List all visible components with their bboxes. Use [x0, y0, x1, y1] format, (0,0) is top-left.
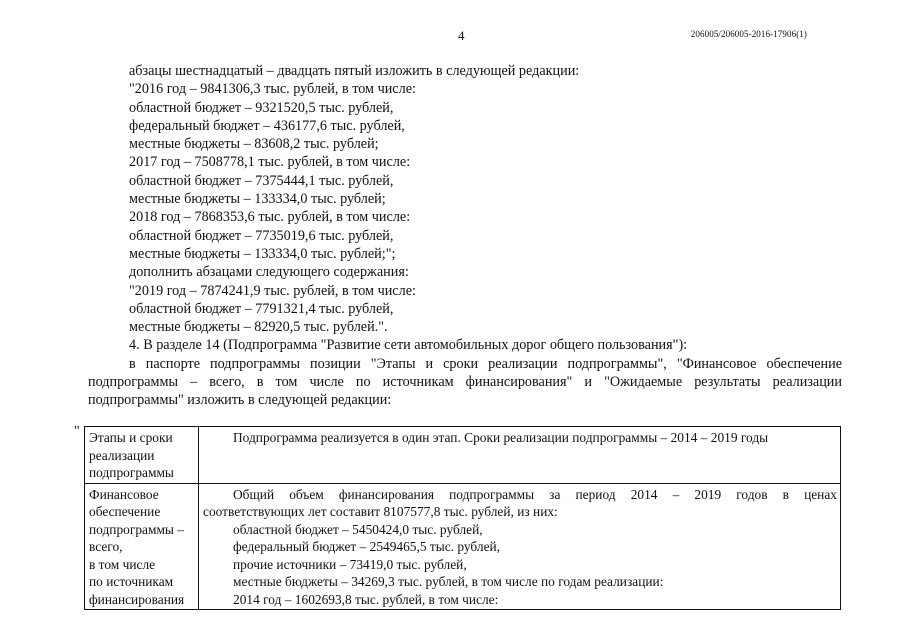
passport-table: [84, 426, 841, 610]
paragraph-line: "2019 год – 7874241,9 тыс. рублей, в том числе:: [129, 282, 416, 299]
passport-paragraph-line: подпрограммы" изложить в следующей редакции:: [88, 392, 392, 409]
table-content-cell: [199, 427, 841, 484]
content-line: областной бюджет – 5450424,0 тыс. рублей,: [233, 521, 483, 537]
label-line: финансирования: [89, 591, 185, 607]
table-label-cell: [85, 427, 199, 484]
content-line: федеральный бюджет – 2549465,5 тыс. рублей,: [233, 539, 501, 554]
label-line: подпрограммы –: [89, 521, 184, 537]
content-line: Общий объем финансирования подпрограммы за период 2014 – 2019 годов в ценах: [233, 486, 837, 502]
paragraph-line: 2017 год – 7508778,1 тыс. рублей, в том числе:: [129, 154, 411, 171]
paragraph-line: местные бюджеты – 83608,2 тыс. рублей;: [129, 136, 379, 153]
table-label-cell: [85, 483, 199, 610]
content-line: местные бюджеты – 34269,3 тыс. рублей, в том числе по годам реализации:: [233, 574, 664, 589]
label-line: в том числе: [89, 556, 156, 572]
label-line: обеспечение: [89, 504, 161, 519]
table-open-quote: ": [74, 424, 80, 439]
document-code: 206005/206005-2016-17906(1): [690, 29, 807, 39]
table-row-stages: [85, 427, 841, 484]
label-line: всего,: [89, 539, 123, 554]
content-line: соответствующих лет составит 8107577,8 тыс. рублей, из них:: [203, 504, 558, 519]
paragraph-line: абзацы шестнадцатый – двадцать пятый изложить в следующей редакции:: [129, 63, 580, 79]
content-line: Подпрограмма реализуется в один этап. Сроки реализации подпрограммы – 2014 – 2019 годы: [233, 430, 769, 445]
section-heading-line: 4. В разделе 14 (Подпрограмма "Развитие сети автомобильных дорог общего пользования"):: [129, 337, 688, 354]
paragraph-line: областной бюджет – 7791321,4 тыс. рублей,: [129, 300, 394, 317]
paragraph-line: "2016 год – 9841306,3 тыс. рублей, в том числе:: [129, 81, 416, 98]
paragraph-line: федеральный бюджет – 436177,6 тыс. рублей,: [129, 117, 405, 134]
paragraph-line: областной бюджет – 7735019,6 тыс. рублей,: [129, 227, 394, 244]
label-line: по источникам: [89, 574, 174, 589]
content-line: 2014 год – 1602693,8 тыс. рублей, в том числе:: [233, 591, 499, 607]
paragraph-line: дополнить абзацами следующего содержания:: [129, 264, 409, 281]
content-line: прочие источники – 73419,0 тыс. рублей,: [233, 556, 467, 572]
table-row-financing: [85, 483, 841, 610]
paragraph-line: областной бюджет – 9321520,5 тыс. рублей,: [129, 99, 394, 116]
passport-paragraph-line: в паспорте подпрограммы позиции "Этапы и сроки реализации подпрограммы", "Финансовое обеспечение: [129, 355, 842, 372]
table-content-cell: [199, 483, 841, 610]
label-line: реализации: [89, 447, 155, 463]
paragraph-line: местные бюджеты – 133334,0 тыс. рублей;";: [129, 245, 396, 262]
page-number: 4: [458, 28, 465, 43]
label-line: подпрограммы: [89, 465, 174, 480]
paragraph-line: областной бюджет – 7375444,1 тыс. рублей,: [129, 172, 394, 189]
document-body: [88, 62, 842, 410]
paragraph-line: местные бюджеты – 133334,0 тыс. рублей;: [129, 191, 386, 208]
label-line: Этапы и сроки: [89, 430, 173, 445]
paragraph-line: местные бюджеты – 82920,5 тыс. рублей.".: [129, 319, 388, 336]
label-line: Финансовое: [89, 486, 159, 502]
passport-paragraph-line: подпрограммы – всего, в том числе по источникам финансирования" и "Ожидаемые результаты реализации: [88, 374, 842, 391]
paragraph-line: 2018 год – 7868353,6 тыс. рублей, в том числе:: [129, 209, 411, 226]
